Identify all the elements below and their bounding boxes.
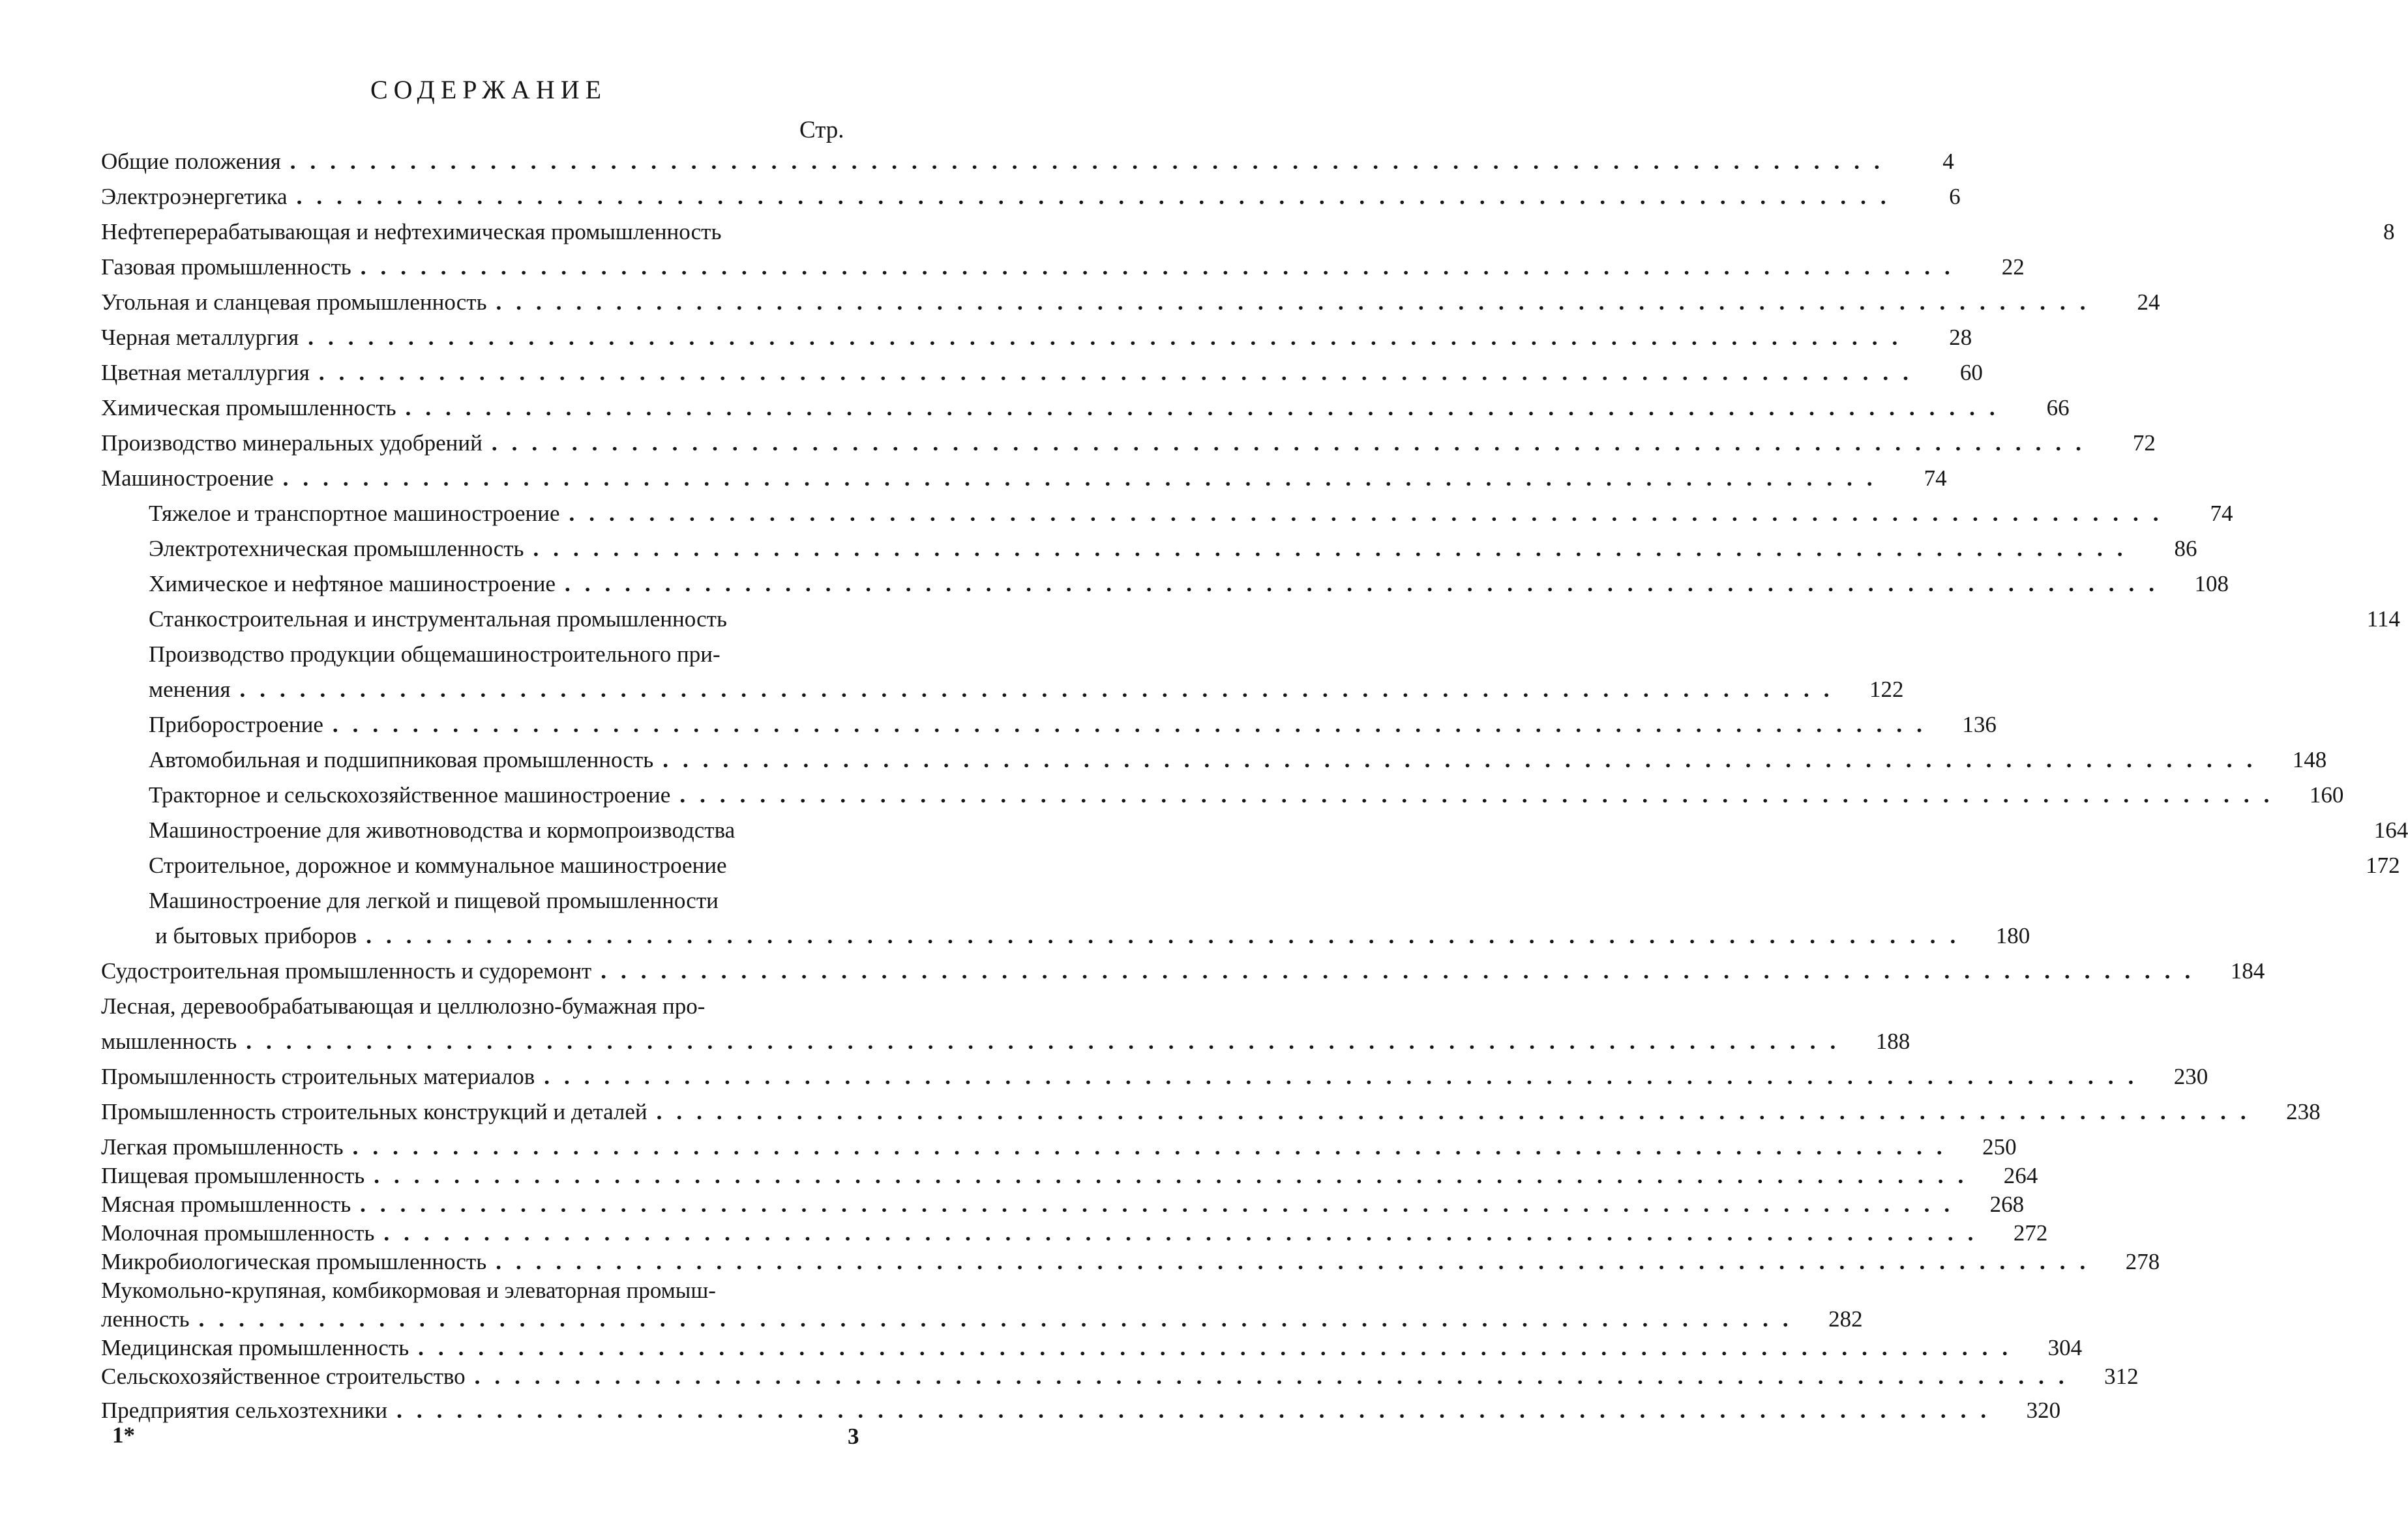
toc-entry-title: Промышленность строительных конструкций и деталей xyxy=(101,1099,647,1124)
dot-leader: ................................................................................ xyxy=(366,923,1970,948)
toc-entry-title: Общие положения xyxy=(101,149,281,174)
toc-entry-title: Производство минеральных удобрений xyxy=(101,430,483,456)
toc-entry-page: 24 xyxy=(2137,289,2160,315)
toc-entry-title: Автомобильная и подшипниковая промышленность xyxy=(149,747,654,772)
toc-entry-page: 278 xyxy=(2125,1249,2160,1274)
toc-entry-title: Пищевая промышленность xyxy=(101,1163,365,1188)
dot-leader: ................................................................................ xyxy=(662,747,2267,772)
toc-entry-title: мышленность xyxy=(101,1029,237,1054)
toc-entry xyxy=(149,606,2400,639)
toc-entry-page: 74 xyxy=(1924,465,1947,491)
toc-entry-title: Газовая промышленность xyxy=(101,254,351,280)
dot-leader: ................................................................................ xyxy=(601,958,2205,984)
toc-entry-page: 6 xyxy=(1949,184,1961,209)
dot-leader: ................................................................................ xyxy=(332,712,1937,737)
toc-entry-title: Черная металлургия xyxy=(101,325,299,350)
toc-entry-page: 122 xyxy=(1869,677,1904,702)
toc-entry-page: 22 xyxy=(2001,254,2025,280)
toc-entry-page: 72 xyxy=(2132,430,2156,456)
toc-entry xyxy=(101,1249,2160,1282)
toc-entry xyxy=(101,1364,2139,1396)
toc-entry xyxy=(101,1220,2048,1253)
toc-entry-page: 304 xyxy=(2047,1335,2083,1360)
toc-entry-title: Химическая промышленность xyxy=(101,395,396,420)
toc-entry xyxy=(155,923,2030,956)
toc-entry-title: Тяжелое и транспортное машиностроение xyxy=(149,501,560,526)
toc-entry-title: Электротехническая промышленность xyxy=(149,536,524,561)
dot-leader: ................................................................................ xyxy=(198,1306,1803,1332)
dot-leader: ................................................................................ xyxy=(318,360,1923,385)
toc-entry-page: 28 xyxy=(1949,325,1972,350)
toc-entry-title: Производство продукции общемашиностроительного при- xyxy=(149,641,721,667)
toc-entry-page: 188 xyxy=(1875,1029,1910,1054)
toc-entry xyxy=(101,465,1947,498)
toc-entry-page: 238 xyxy=(2286,1099,2321,1124)
toc-entry-title: Химическое и нефтяное машиностроение xyxy=(149,571,556,596)
dot-leader: ................................................................................ xyxy=(239,677,1844,702)
toc-entry xyxy=(101,958,2265,991)
toc-entry-title: и бытовых приборов xyxy=(155,923,357,948)
toc-entry-page: 8 xyxy=(2383,219,2395,244)
toc-entry-page: 312 xyxy=(2104,1364,2139,1389)
toc-entry-page: 74 xyxy=(2210,501,2233,526)
dot-leader: ................................................................................ xyxy=(352,1134,1957,1160)
toc-entry xyxy=(101,993,870,1026)
dot-leader: ................................................................................ xyxy=(396,1398,2001,1423)
toc-entry-page: 264 xyxy=(2003,1163,2038,1188)
toc-entry xyxy=(101,149,1954,181)
toc-entry xyxy=(101,325,1972,357)
dot-leader: ................................................................................ xyxy=(491,430,2096,456)
signature-mark: 1* xyxy=(112,1422,135,1448)
toc-entry-page: 148 xyxy=(2292,747,2327,772)
dot-leader: ................................................................................ xyxy=(246,1029,1851,1054)
toc-entry xyxy=(149,571,2229,604)
toc-entry-title: Молочная промышленность xyxy=(101,1220,375,1246)
toc-entry-page: 60 xyxy=(1959,360,1983,385)
toc-entry xyxy=(101,219,2395,252)
toc-entry-title: Цветная металлургия xyxy=(101,360,310,385)
toc-entry-title: Промышленность строительных материалов xyxy=(101,1064,535,1089)
toc-entry xyxy=(101,1335,2083,1368)
dot-leader: ................................................................................ xyxy=(290,149,1894,174)
toc-entry xyxy=(149,888,870,920)
toc-entry xyxy=(149,853,2400,885)
toc-entry-title: Сельскохозяйственное строительство xyxy=(101,1364,466,1389)
toc-entry xyxy=(101,289,2160,322)
toc-entry xyxy=(149,782,2344,815)
toc-entry-page: 268 xyxy=(1989,1192,2025,1217)
toc-entry-page: 320 xyxy=(2026,1398,2061,1423)
toc-entry-title: менения xyxy=(149,677,231,702)
toc-entry-title: Угольная и сланцевая промышленность xyxy=(101,289,487,315)
page-number: 3 xyxy=(848,1424,859,1449)
toc-entry xyxy=(101,1134,2017,1167)
dot-leader: ................................................................................ xyxy=(544,1064,2148,1089)
toc-entry-title: Электроэнергетика xyxy=(101,184,288,209)
toc-entry xyxy=(149,677,1904,709)
toc-entry-title: Нефтеперерабатывающая и нефтехимическая промышленность xyxy=(101,219,722,244)
toc-entry-title: Машиностроение для легкой и пищевой промышленности xyxy=(149,888,719,913)
dot-leader: ................................................................................ xyxy=(474,1364,2079,1389)
dot-leader: ................................................................................ xyxy=(405,395,2010,420)
toc-entry-title: Строительное, дорожное и коммунальное машиностроение xyxy=(149,853,727,878)
toc-entry xyxy=(101,1278,870,1310)
toc-entry-page: 180 xyxy=(1995,923,2030,948)
toc-entry-title: ленность xyxy=(101,1306,190,1332)
toc-entry-title: Приборостроение xyxy=(149,712,323,737)
dot-leader: ................................................................................ xyxy=(418,1335,2023,1360)
toc-entry-title: Судостроительная промышленность и судоремонт xyxy=(101,958,592,984)
toc-entry-page: 230 xyxy=(2173,1064,2208,1089)
toc-entry-page: 282 xyxy=(1828,1306,1863,1332)
toc-entry-page: 66 xyxy=(2046,395,2070,420)
toc-entry xyxy=(101,1306,1863,1339)
toc-entry-title: Лесная, деревообрабатывающая и целлюлозно-бумажная про- xyxy=(101,993,706,1019)
dot-leader: ................................................................................ xyxy=(496,1249,2100,1274)
page-title: СОДЕРЖАНИЕ xyxy=(370,75,608,104)
toc-entry xyxy=(101,1192,2025,1224)
dot-leader: ................................................................................ xyxy=(565,571,2169,596)
toc-entry-page: 250 xyxy=(1982,1134,2017,1160)
toc-entry-title: Машиностроение xyxy=(101,465,274,491)
toc-entry-title: Медицинская промышленность xyxy=(101,1335,409,1360)
toc-entry-page: 136 xyxy=(1962,712,1997,737)
toc-entry xyxy=(149,641,870,674)
toc-entry xyxy=(101,1064,2208,1096)
toc-entry-page: 114 xyxy=(2366,606,2400,632)
toc-entry-page: 184 xyxy=(2230,958,2265,984)
dot-leader: ................................................................................ xyxy=(360,1192,1965,1217)
toc-entry-page: 172 xyxy=(2366,853,2400,878)
toc-entry-page: 272 xyxy=(2013,1220,2048,1246)
toc-entry-page: 164 xyxy=(2373,817,2408,843)
toc-entry xyxy=(101,1398,2061,1430)
toc-entry-title: Тракторное и сельскохозяйственное машиностроение xyxy=(149,782,671,808)
toc-entry-page: 4 xyxy=(1942,149,1954,174)
toc-entry-title: Мясная промышленность xyxy=(101,1192,351,1217)
toc-entry-page: 86 xyxy=(2174,536,2197,561)
toc-entry xyxy=(149,501,2233,533)
toc-entry-title: Легкая промышленность xyxy=(101,1134,344,1160)
toc-entry xyxy=(101,360,1983,392)
dot-leader: ................................................................................ xyxy=(679,782,2284,808)
dot-leader: ................................................................................ xyxy=(383,1220,1988,1246)
toc-entry-title: Машиностроение для животноводства и кормопроизводства xyxy=(149,817,736,843)
toc-entry xyxy=(149,536,2197,568)
dot-leader: ................................................................................ xyxy=(569,501,2173,526)
dot-leader: ................................................................................ xyxy=(360,254,1965,280)
toc-entry-page: 108 xyxy=(2194,571,2229,596)
page-column-label: Стр. xyxy=(799,117,844,143)
toc-entry xyxy=(101,395,2070,428)
toc-entry xyxy=(101,184,1961,216)
dot-leader: ................................................................................ xyxy=(296,184,1901,209)
dot-leader: ................................................................................ xyxy=(533,536,2137,561)
toc-entry-title: Мукомольно-крупяная, комбикормовая и элеваторная промыш- xyxy=(101,1278,716,1303)
toc-entry xyxy=(149,817,2408,850)
toc-entry xyxy=(101,1029,1910,1061)
dot-leader: ................................................................................ xyxy=(308,325,1912,350)
toc-entry xyxy=(101,1099,2321,1132)
dot-leader: ................................................................................ xyxy=(656,1099,2261,1124)
toc-entry-title: Предприятия сельхозтехники xyxy=(101,1398,388,1423)
toc-entry-title: Станкостроительная и инструментальная промышленность xyxy=(149,606,727,632)
toc-entry xyxy=(101,430,2156,463)
dot-leader: ................................................................................ xyxy=(282,465,1887,491)
toc-entry xyxy=(149,747,2327,780)
toc-entry-title: Микробиологическая промышленность xyxy=(101,1249,487,1274)
toc-entry xyxy=(149,712,1997,744)
dot-leader: ................................................................................ xyxy=(374,1163,1978,1188)
toc-entry xyxy=(101,1163,2038,1195)
toc-entry xyxy=(101,254,2025,287)
toc-entry-page: 160 xyxy=(2309,782,2344,808)
dot-leader: ................................................................................ xyxy=(496,289,2100,315)
